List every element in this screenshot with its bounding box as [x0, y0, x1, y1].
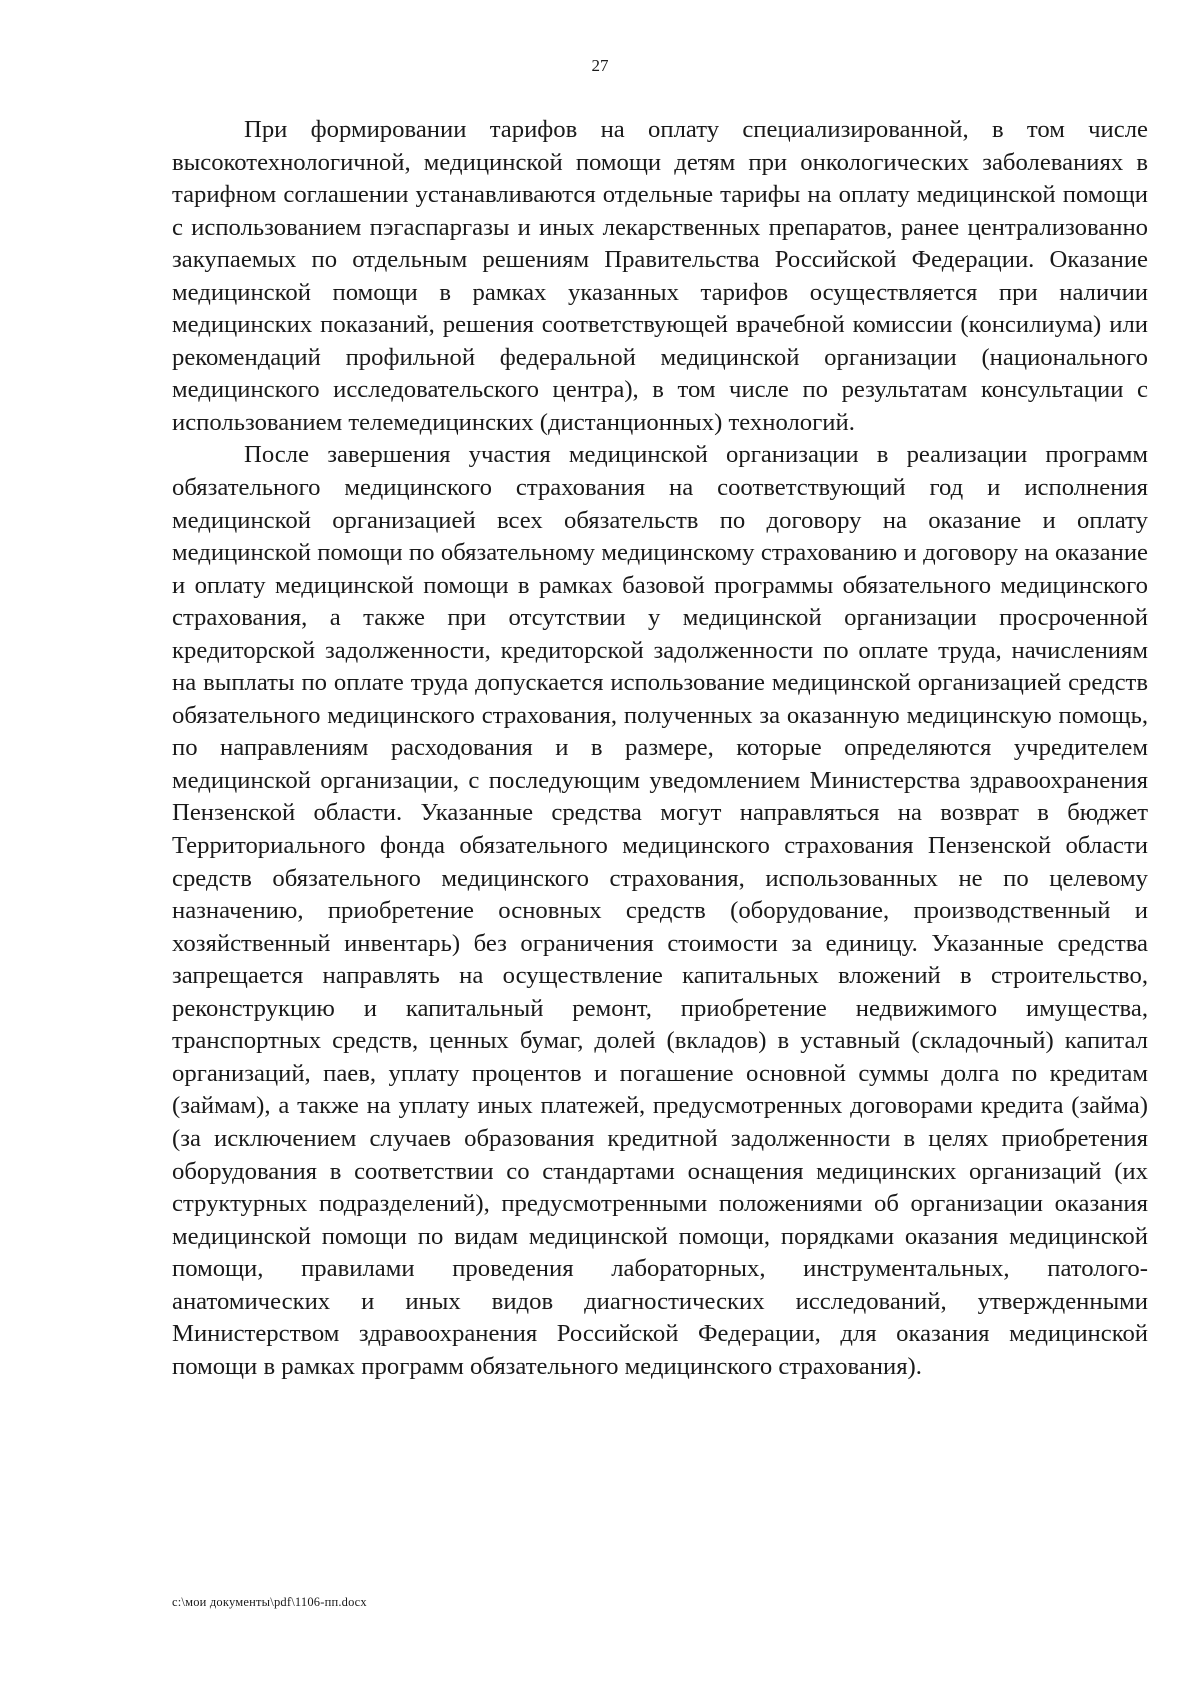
paragraph-funds-usage: После завершения участия медицинской организации в реализации программ обязательного медицинского страхования на соответствующий год и исполнения медицинской организацией всех обязательств по договору на оказание и оплату медицинской помощи по обязательному медицинскому страхованию и договору на оказание и оплату медицинской помощи в рамках базовой программы обязательного медицинского страхования, а также при отсутствии у медицинской организации просроченной кредиторской задолженности, кредиторской задолженности по оплате труда, начислениям на выплаты по оплате труда допускается использование медицинской организацией средств обязательного медицинского страхования, полученных за оказанную медицинскую помощь, по направлениям расходования и в размере, которые определяются учредителем медицинской организации, с последующим уведомлением Министерства здравоохранения Пензенской области. Указанные средства могут направляться на возврат в бюджет Территориального фонда обязательного медицинского страхования Пензенской области средств обязательного медицинского страхования, использованных не по целевому назначению, приобретение основных средств (оборудование, производственный и хозяйственный инвентарь) без ограничения стоимости за единицу. Указанные средства запрещается направлять на осуществление капитальных вложений в строительство, реконструкцию и капитальный ремонт, приобретение недвижимого имущества, транспортных средств, ценных бумаг, долей (вкладов) в уставный (складочный) капитал организаций, паев, уплату процентов и погашение основной суммы долга по кредитам (займам), а также на уплату иных платежей, предусмотренных договорами кредита (займа) (за исключением случаев образования кредитной задолженности в целях приобретения оборудования в соответствии со стандартами оснащения медицинских организаций (их структурных подразделений), предусмотренными положениями об организации оказания медицинской помощи по видам медицинской помощи, порядками оказания медицинской помощи, правилами проведения лабораторных, инструментальных, патолого-анатомических и иных видов диагностических исследований, утвержденными Министерством здравоохранения Российской Федерации, для оказания медицинской помощи в рамках программ обязательного медицинского страхования). [172, 441, 1148, 1380]
document-body [172, 114, 1148, 1383]
footer-file-path: c:\мои документы\pdf\1106-пп.docx [172, 1595, 367, 1609]
paragraph-tariffs: При формировании тарифов на оплату специализированной, в том числе высокотехнологичной, медицинской помощи детям при онкологических заболеваниях в тарифном соглашении устанавливаются отдельные тарифы на оплату медицинской помощи с использованием пэгаспаргазы и иных лекарственных препаратов, ранее централизованно закупаемых по отдельным решениям Правительства Российской Федерации. Оказание медицинской помощи в рамках указанных тарифов осуществляется при наличии медицинских показаний, решения соответствующей врачебной комиссии (консилиума) или рекомендаций профильной федеральной медицинской организации (национального медицинского исследовательского центра), в том числе по результатам консультации с использованием телемедицинских (дистанционных) технологий. [172, 116, 1148, 436]
page-number: 27 [591, 56, 609, 75]
